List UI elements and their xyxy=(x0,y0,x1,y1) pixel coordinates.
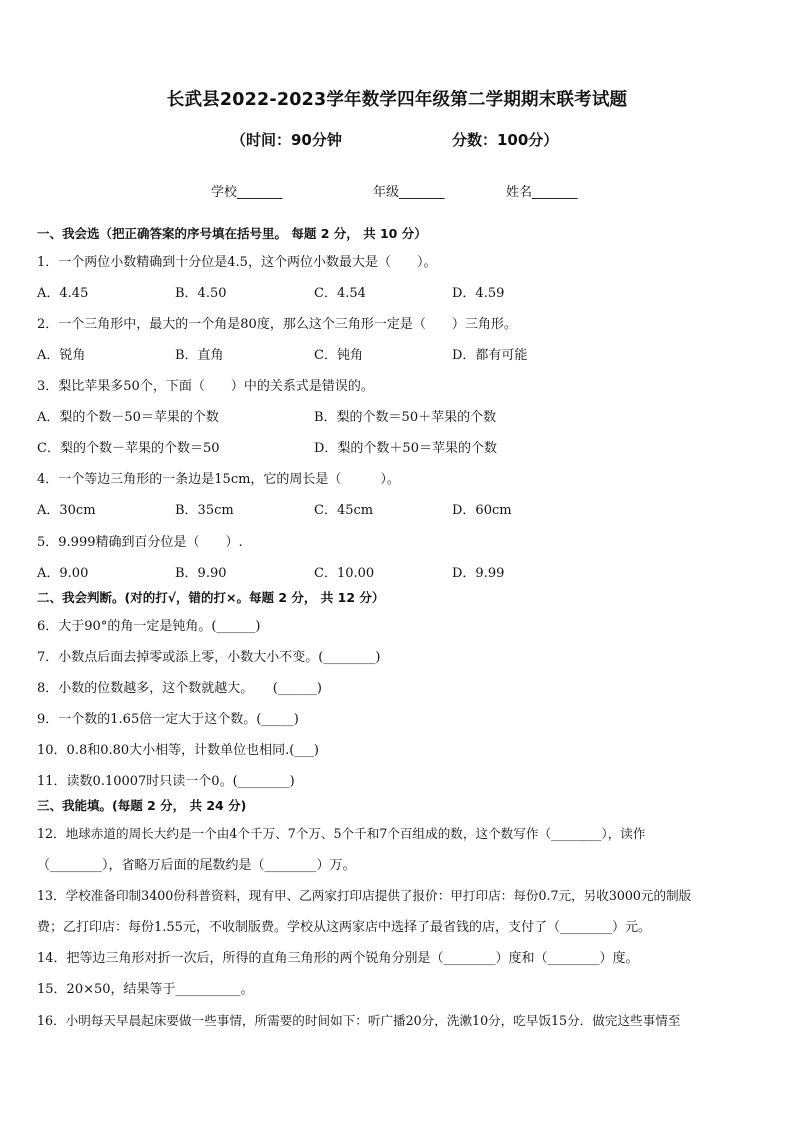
section-3-heading: 三、我能填。(每题 2 分， 共 24 分) xyxy=(37,798,247,813)
question-13-line-2: 费；乙打印店：每份1.55元，不收制版费。学校从这两家店中选择了最省钱的店，支付了（________）元。 xyxy=(37,920,651,935)
question-14: 14．把等边三角形对折一次后，所得的直角三角形的两个锐角分别是（________）度和（________）度。 xyxy=(37,951,639,966)
q1-option-d[interactable]: D．4.59 xyxy=(452,286,505,301)
question-15: 15．20×50，结果等于__________。 xyxy=(37,982,254,997)
question-5: 5．9.999精确到百分位是（ ）. xyxy=(37,535,243,550)
question-1: 1．一个两位小数精确到十分位是4.5，这个两位小数最大是（ ）。 xyxy=(37,255,437,270)
score-label: 分数：100分） xyxy=(452,131,559,149)
q4-option-c[interactable]: C．45cm xyxy=(314,503,374,518)
grade-field[interactable]: 年级_______ xyxy=(373,185,445,200)
q3-option-b[interactable]: B．梨的个数＝50＋苹果的个数 xyxy=(314,410,497,425)
question-11: 11．读数0.10007时只读一个0。(________) xyxy=(37,774,295,789)
q4-option-d[interactable]: D．60cm xyxy=(452,503,512,518)
question-2: 2．一个三角形中，最大的一个角是80度，那么这个三角形一定是（ ）三角形。 xyxy=(37,317,517,332)
q1-option-c[interactable]: C．4.54 xyxy=(314,286,366,301)
time-label: （时间：90分钟 xyxy=(231,131,342,149)
question-9: 9．一个数的1.65倍一定大于这个数。(_____) xyxy=(37,712,299,727)
page-title: 长武县2022-2023学年数学四年级第二学期期末联考试题 xyxy=(166,90,628,110)
q2-option-d[interactable]: D．都有可能 xyxy=(452,348,528,363)
question-3: 3．梨比苹果多50个，下面（ ）中的关系式是错误的。 xyxy=(37,379,374,394)
q3-option-a[interactable]: A．梨的个数－50＝苹果的个数 xyxy=(37,410,219,425)
question-6: 6．大于90°的角一定是钝角。(______) xyxy=(37,619,261,634)
question-10: 10．0.8和0.80大小相等，计数单位也相同.(___) xyxy=(37,743,319,758)
q2-option-a[interactable]: A．锐角 xyxy=(37,348,86,363)
question-12-line-1: 12．地球赤道的周长大约是一个由4个千万、7个万、5个千和7个百组成的数，这个数写作（________），读作 xyxy=(37,826,646,841)
q3-option-d[interactable]: D．梨的个数＋50＝苹果的个数 xyxy=(314,441,497,456)
question-12-line-2: （________），省略万后面的尾数约是（________）万。 xyxy=(37,858,356,873)
question-16: 16．小明每天早晨起床要做一些事情，所需要的时间如下：听广播20分，洗漱10分，吃早饭15分．做完这些事情至 xyxy=(37,1013,681,1028)
q5-option-c[interactable]: C．10.00 xyxy=(314,566,375,581)
question-8: 8．小数的位数越多，这个数就越大。 (______) xyxy=(37,681,322,696)
q5-option-d[interactable]: D．9.99 xyxy=(452,566,505,581)
question-13-line-1: 13．学校准备印制3400份科普资料，现有甲、乙两家打印店提供了报价：甲打印店：每份0.7元，另收3000元的制版 xyxy=(37,888,692,903)
q4-option-a[interactable]: A．30cm xyxy=(37,503,96,518)
question-4: 4．一个等边三角形的一条边是15cm，它的周长是（ ）。 xyxy=(37,472,400,487)
q2-option-c[interactable]: C．钝角 xyxy=(314,348,363,363)
q1-option-a[interactable]: A．4.45 xyxy=(37,286,89,301)
name-field[interactable]: 姓名_______ xyxy=(506,185,578,200)
q5-option-a[interactable]: A．9.00 xyxy=(37,566,89,581)
q1-option-b[interactable]: B．4.50 xyxy=(175,286,227,301)
q4-option-b[interactable]: B．35cm xyxy=(175,503,234,518)
q5-option-b[interactable]: B．9.90 xyxy=(175,566,227,581)
q3-option-c[interactable]: C．梨的个数－苹果的个数＝50 xyxy=(37,441,220,456)
section-1-heading: 一、我会选（把正确答案的序号填在括号里。 每题 2 分， 共 10 分） xyxy=(37,226,427,241)
question-7: 7．小数点后面去掉零或添上零，小数大小不变。(________) xyxy=(37,650,381,665)
q2-option-b[interactable]: B．直角 xyxy=(175,348,224,363)
section-2-heading: 二、我会判断。(对的打√，错的打×。每题 2 分， 共 12 分） xyxy=(37,590,385,605)
school-field[interactable]: 学校_______ xyxy=(211,185,283,200)
